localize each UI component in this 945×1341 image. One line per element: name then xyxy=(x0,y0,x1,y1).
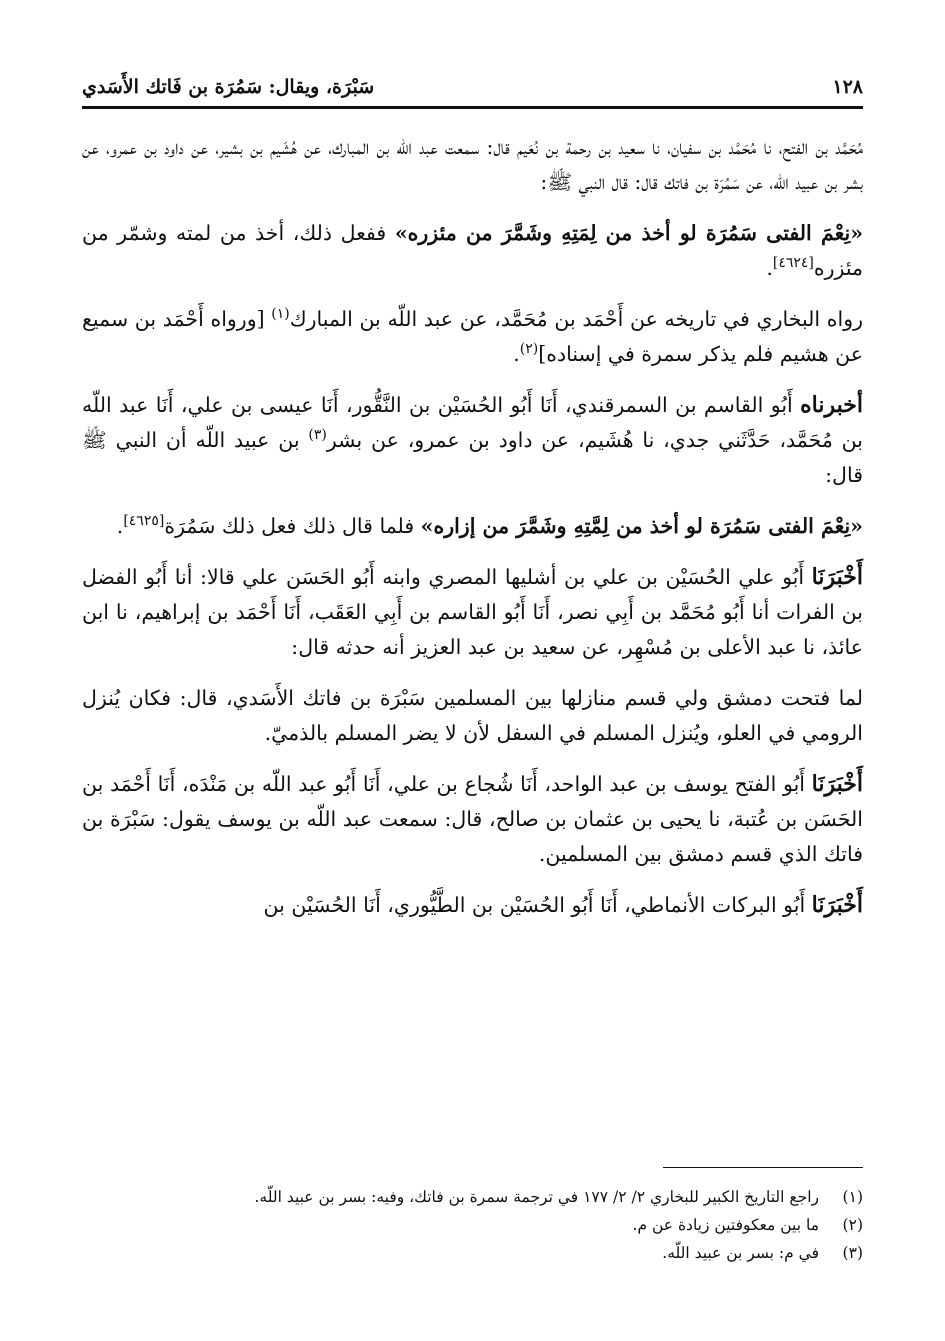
paragraph-end: . xyxy=(766,256,773,280)
footnotes xyxy=(82,1183,863,1267)
paragraph-bukhari xyxy=(82,302,863,372)
footnote-text: في م: بسر بن عبيد اللّه. xyxy=(662,1244,819,1262)
paragraph-text-2: بن عبيد اللّه أن النبي ﷺ قال: xyxy=(82,428,863,487)
paragraph-isnad-1 xyxy=(82,130,863,200)
footnote-number: (٣) xyxy=(842,1244,863,1262)
footnote-3 xyxy=(82,1239,863,1267)
footnote-rule xyxy=(663,1167,863,1168)
paragraph-hadith-1 xyxy=(82,216,863,286)
footnote-number: (٢) xyxy=(842,1216,863,1234)
footnote-ref-1: (١) xyxy=(271,306,290,323)
lead-word: أَخْبَرَنَا xyxy=(811,564,863,590)
page-header xyxy=(82,70,863,104)
paragraph-isnad-4 xyxy=(82,767,863,872)
paragraph-isnad-3 xyxy=(82,560,863,665)
main-text xyxy=(82,130,863,939)
header-rule xyxy=(82,106,863,109)
paragraph-text: أَبُو علي الحُسَيْن بن علي بن أشليها المصري وابنه أَبُو الحَسَن علي قالا: أنا أَبُو الفضل بن الفرات أنا أَبُو مُحَمَّد بن أَبِي نصر، أَنَا أَبُو القاسم بن أَبِي العَقَب، أَنَا أَحْمَد بن إبراهيم، نا ابن عائذ، نا عبد الأعلى بن مُسْهِر، عن سعيد بن عبد العزيز أنه حدثه قال: xyxy=(82,565,863,659)
lead-word: أخبرناه xyxy=(800,392,863,418)
paragraph-text: أَبُو البركات الأنماطي، أَنَا أَبُو الحُسَيْن بن الطَّيُّوري، أَنَا الحُسَيْن بن xyxy=(263,893,812,917)
footnote-1 xyxy=(82,1183,863,1211)
footnote-text: ما بين معكوفتين زيادة عن م. xyxy=(632,1216,819,1234)
footnote-ref-3: (٣) xyxy=(308,427,327,444)
paragraph-narrative xyxy=(82,681,863,751)
lead-word: أَخْبَرَنَا xyxy=(811,771,863,797)
lead-word: أَخْبَرَنَا xyxy=(811,892,863,918)
footnote-2 xyxy=(82,1211,863,1239)
paragraph-end: . xyxy=(513,342,520,366)
paragraph-end: . xyxy=(116,514,124,538)
paragraph-text: أَبُو الفتح يوسف بن عبد الواحد، أَنَا شُجاع بن علي، أَنَا أَبُو عبد اللّه بن مَنْدَه، أَنَا أَحْمَد بن الحَسَن بن عُتبة، نا يحيى بن عثمان بن صالح، قال: سمعت عبد اللّه بن يوسف يقول: سَبْرَة بن فاتك الذي قسم دمشق بين المسلمين. xyxy=(82,772,863,866)
paragraph-hadith-2 xyxy=(82,509,863,544)
paragraph-text: مُحَمَّد بن الفتح، نا مُحَمَّد بن سفيان، نا سعيد بن رحمة بن نُعَيم قال: سمعت عبد اللّه بن المبارك، عن هُشَيم بن بشير، عن داود بن عمرو، عن بشر بن عبيد اللّه، عن سَمُرَة بن فاتك قال: قال النبي ﷺ: xyxy=(82,135,863,194)
page-number: ١٢٨ xyxy=(832,76,863,98)
paragraph-text: أَبُو القاسم بن السمرقندي، أَنَا أَبُو الحُسَيْن بن النَّقُّور، أَنَا عيسى بن علي، أَنَا عبد اللّه بن مُحَمَّد، حَدَّثَني جدي، نا هُشَيم، عن داود بن عمرو، عن بشر xyxy=(82,393,863,452)
paragraph-isnad-5 xyxy=(82,888,863,923)
paragraph-text: ففعل ذلك، أخذ من لمته وشمّر من مئزره xyxy=(82,221,863,280)
footnote-number: (١) xyxy=(842,1188,863,1206)
paragraph-text: فلما قال ذلك فعل ذلك سَمُرَة xyxy=(164,514,421,538)
paragraph-text: لما فتحت دمشق ولي قسم منازلها بين المسلمين سَبْرَة بن فاتك الأَسَدي، قال: فكان يُنزل الرومي في العلو، ويُنزل المسلم في السفل لأن لا يضر المسلم بالذميّ. xyxy=(82,686,863,745)
footnote-text: راجع التاريخ الكبير للبخاري ٢/ ٢/ ١٧٧ في ترجمة سمرة بن فاتك، وفيه: بسر بن عبيد اللّه. xyxy=(254,1188,819,1206)
paragraph-text: رواه البخاري في تاريخه عن أَحْمَد بن مُحَمَّد، عن عبد اللّه بن المبارك xyxy=(289,307,863,331)
paragraph-isnad-2 xyxy=(82,388,863,493)
paragraph-text-2: [ورواه أَحْمَد بن سميع عن هشيم فلم يذكر سمرة في إسناده] xyxy=(82,307,863,366)
footnote-ref-2: (٢) xyxy=(519,341,539,358)
running-title: سَبْرَة، ويقال: سَمُرَة بن فَاتك الأَسَدي xyxy=(82,76,375,98)
hadith-number: [٤٦٢٥] xyxy=(123,513,165,530)
hadith-quote: «نِعْمَ الفتى سَمُرَة لو أخذ من لِمَّتِهِ وشَمَّرَ من إزاره» xyxy=(420,514,863,538)
hadith-number: [٤٦٢٤] xyxy=(772,255,814,272)
hadith-quote: «نِعْمَ الفتى سَمُرَة لو أخذ من لِمَتِهِ وشَمَّرَ من مئزره» xyxy=(394,221,864,245)
